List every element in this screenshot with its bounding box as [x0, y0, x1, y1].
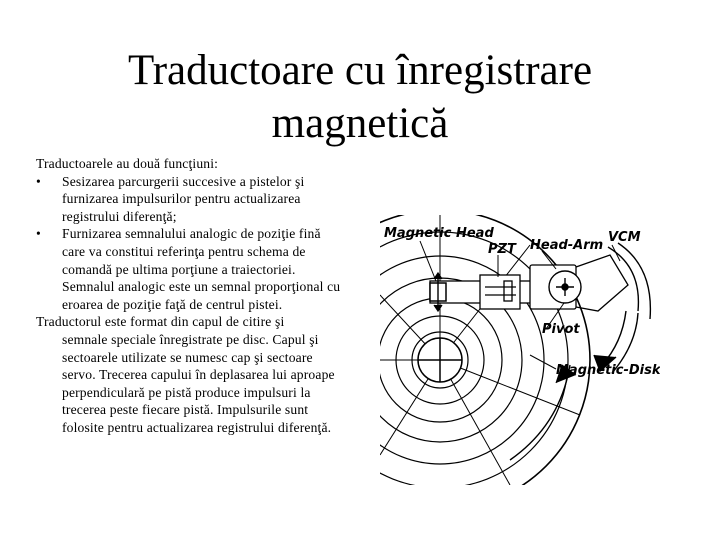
label-head-arm: Head-Arm [530, 238, 604, 253]
servo-sector-lines [380, 215, 580, 485]
bullet-item-1 [36, 173, 346, 226]
bullet-icon: • [36, 226, 41, 242]
paragraph-2-first-line: Traductorul este format din capul de citire şi [36, 314, 285, 330]
label-pzt: PZT [488, 242, 516, 257]
bullet-text-1: Sesizarea parcurgerii succesive a pistelor şi furnizarea impulsurilor pentru actualizarea registrului diferenţă; [62, 173, 305, 224]
label-vcm: VCM [608, 230, 641, 245]
label-magnetic-head: Magnetic Head [384, 226, 494, 241]
bullet-icon: • [36, 173, 41, 189]
label-pivot: Pivot [542, 322, 580, 337]
paragraph-2-rest: semnale speciale înregistrate pe disc. Capul şi sectoarele utilizate se numesc cap şi sectoare servo. Trecerea capului în deplasarea lui aproape perpendiculară pe pistă produce impulsuri la trecerea peste fiecare pistă. Impulsurile sunt folosite pentru actualizarea registrului diferenţă. [62, 331, 335, 435]
bullet-text-2: Furnizarea semnalului analogic de poziţie fină care va constitui referinţa pentru schema de comandă pe ultima porţiune a traiectoriei. Semnalul analogic este un semnal proporţional cu eroarea de poziţie faţă de centrul pistei. [62, 226, 341, 312]
disk-drive-diagram [380, 215, 660, 485]
disk-drive-figure [380, 215, 660, 485]
intro-text: Traductoarele au două funcţiuni: [36, 156, 219, 171]
slide-title-line-2: magnetică [271, 100, 449, 147]
bullet-item-2 [36, 225, 346, 313]
body-text [36, 155, 346, 437]
label-magnetic-disk: Magnetic-Disk [556, 363, 660, 378]
disk-tracks [380, 215, 590, 485]
head-arm [430, 255, 628, 311]
pivot [549, 271, 581, 303]
vcm-coil [594, 243, 650, 373]
slide-title-line-1: Traductoare cu înregistrare [127, 47, 593, 94]
slide-title [60, 44, 660, 150]
